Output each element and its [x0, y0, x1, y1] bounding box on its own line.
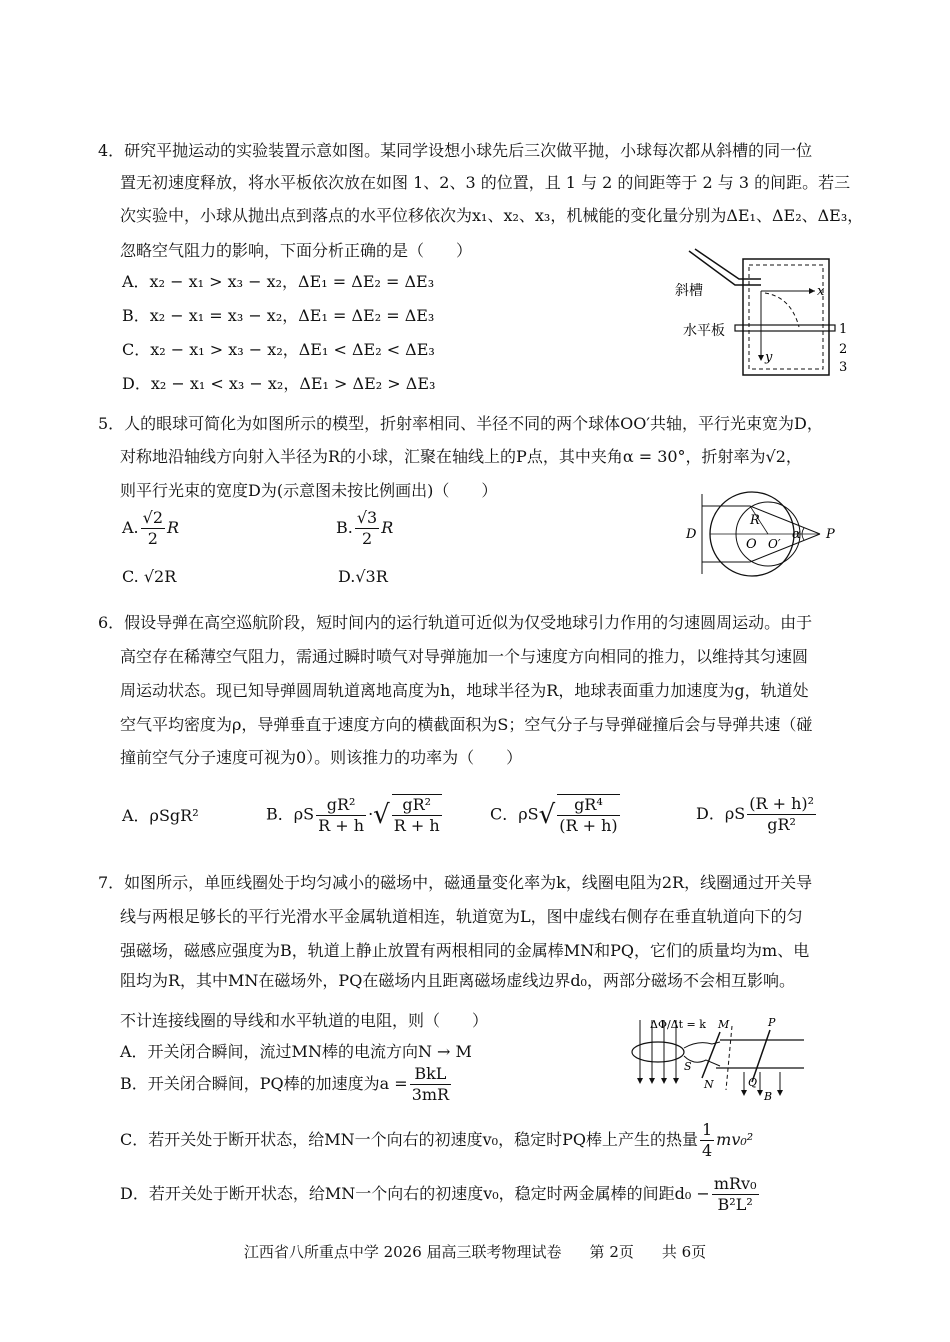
- q7-option-c: [120, 1120, 753, 1161]
- q5-line-3: 则平行光束的宽度D为(示意图未按比例画出)（ ）: [120, 481, 498, 500]
- q4-option-d: D．x₂ − x₁ < x₃ − x₂，ΔE₁ > ΔE₂ > ΔE₃: [122, 374, 436, 393]
- q6-line-4: 空气平均密度为ρ，导弹垂直于速度方向的横截面积为S；空气分子与导弹碰撞后会与导弹共速（碰: [120, 715, 813, 734]
- q5-fig-o2: O′: [768, 537, 781, 551]
- q4-line-2: 置无初速度释放，将水平板依次放在如图 1、2、3 的位置，且 1 与 2 的间距等于 2 与 3 的间距。若三: [120, 173, 851, 192]
- q4-fig-2: 2: [839, 342, 848, 357]
- page-footer: [0, 1241, 950, 1262]
- q7-fig-s: S: [684, 1060, 692, 1073]
- q4-fig-1: 1: [839, 322, 848, 337]
- q7-fig-q: Q: [748, 1076, 758, 1089]
- q4-fig-label-board: 水平板: [683, 323, 725, 339]
- footer-title: 江西省八所重点中学 2026 届高三联考物理试卷: [243, 1243, 562, 1261]
- q7-option-d-den: B²L²: [717, 1195, 753, 1214]
- q6-line-5: 撞前空气分子速度可视为0）。则该推力的功率为（ ）: [120, 748, 523, 767]
- q7-option-c-label: C．若开关处于断开状态，给MN一个向右的初速度v₀，稳定时PQ棒上产生的热量: [120, 1130, 698, 1149]
- q6-line-1: 6．假设导弹在高空巡航阶段，短时间内的运行轨道可近似为仅受地球引力作用的匀速圆周运动。由于: [98, 613, 813, 632]
- footer-total: 共 6页: [661, 1243, 707, 1261]
- q7-fig-b: B: [764, 1090, 773, 1103]
- q7-option-d: [120, 1174, 761, 1215]
- q7-option-d-label: D．若开关处于断开状态，给MN一个向右的初速度v₀，稳定时两金属棒的间距d₀ −: [120, 1184, 710, 1203]
- q4-fig-3: 3: [839, 360, 848, 375]
- q6-option-d: [696, 794, 818, 835]
- q5-option-a: [122, 508, 179, 549]
- footer-page: 第 2页: [589, 1243, 634, 1261]
- q7-option-c-num: 1: [701, 1120, 713, 1139]
- q5-option-b-den: 2: [361, 529, 373, 548]
- q4-line-3: 次实验中，小球从抛出点到落点的水平位移依次为x₁、x₂、x₃，机械能的变化量分别为ΔE₁、ΔE₂、ΔE₃，: [120, 206, 864, 225]
- q6-option-c: C．ρS√ $\frac{\text{gR⁴}}{(R + h)}$: [490, 795, 618, 835]
- q5-option-d: D.√3R: [338, 567, 388, 586]
- q4-line-1: 4．研究平抛运动的实验装置示意如图。某同学设想小球先后三次做平抛，小球每次都从斜槽的同一位: [98, 141, 813, 160]
- q4-fig-x: x: [817, 284, 825, 299]
- q7-option-c-tail: mv₀²: [716, 1130, 754, 1149]
- q7-option-b-num: BkL: [410, 1064, 451, 1085]
- q6-option-b-dot: ·: [368, 804, 374, 824]
- q7-fig-flux: ΔΦ/Δt = k: [650, 1018, 706, 1031]
- q4-option-c: C．x₂ − x₁ > x₃ − x₂，ΔE₁ < ΔE₂ < ΔE₃: [122, 340, 435, 359]
- q5-figure: [680, 490, 850, 580]
- q7-option-b-den: 3mR: [411, 1085, 450, 1104]
- q5-option-a-num: √2: [142, 508, 164, 527]
- q5-fig-o: O: [746, 537, 757, 552]
- q6-option-b-sqrt-den: R + h: [393, 816, 440, 835]
- q5-option-a-den: 2: [147, 529, 158, 548]
- q6-option-a: A．ρSgR²: [122, 806, 199, 825]
- q4-figure: [665, 245, 855, 385]
- q5-option-b: [336, 508, 393, 549]
- q5-option-c: C. √2R: [122, 567, 177, 586]
- q6-option-b-den: R + h: [318, 815, 365, 835]
- q7-fig-n: N: [704, 1078, 714, 1091]
- q5-option-b-r: R: [381, 518, 394, 537]
- q6-option-d-num: (R + h)²: [749, 794, 815, 813]
- q6-line-3: 周运动状态。现已知导弹圆周轨道离地高度为h，地球半径为R，地球表面重力加速度为g，轨道处: [120, 681, 809, 700]
- q4-fig-y: y: [765, 350, 773, 365]
- q4-fig-label-chute: 斜槽: [675, 283, 703, 299]
- q7-line-5: 不计连接线圈的导线和水平轨道的电阻，则（ ）: [120, 1011, 489, 1030]
- q5-option-b-label: B.: [336, 518, 353, 537]
- q7-fig-m: M: [718, 1018, 730, 1031]
- q4-option-b: B．x₂ − x₁ = x₃ − x₂，ΔE₁ = ΔE₂ = ΔE₃: [122, 306, 435, 325]
- q6-line-2: 高空存在稀薄空气阻力，需通过瞬时喷气对导弹施加一个与速度方向相同的推力，以维持其匀速圆: [120, 647, 809, 666]
- q7-fig-p: P: [768, 1016, 776, 1029]
- q5-fig-p: P: [826, 527, 835, 542]
- q7-line-3: 强磁场，磁感应强度为B，轨道上静止放置有两根相同的金属棒MN和PQ，它们的质量均为m、电: [120, 941, 810, 960]
- q6-option-b-num: gR²: [316, 795, 366, 816]
- q4-option-a: A．x₂ − x₁ > x₃ − x₂，ΔE₁ = ΔE₂ = ΔE₃: [122, 272, 435, 291]
- q5-fig-r: R: [750, 513, 760, 528]
- q6-option-c-sqrt-num: gR⁴: [557, 795, 619, 816]
- q7-line-1: 7．如图所示，单匝线圈处于均匀减小的磁场中，磁通量变化率为k，线圈电阻为2R，线圈通过开关导: [98, 873, 813, 892]
- q5-option-a-r: R: [167, 518, 180, 537]
- q7-option-b: [120, 1064, 453, 1105]
- q5-option-b-num: √3: [356, 508, 378, 527]
- q4-line-4: 忽略空气阻力的影响，下面分析正确的是（ ）: [120, 241, 473, 260]
- q6-option-b: B．ρS $\frac{\text{gR²}}{R + h}$ ·√ $\frac{\text{gR²}}{R + h}$: [266, 794, 440, 835]
- q7-option-d-num: mRv₀: [713, 1174, 757, 1193]
- q6-option-d-label: D．ρS: [696, 804, 746, 823]
- q5-option-a-label: A.: [122, 518, 139, 537]
- q7-figure: [620, 1010, 820, 1106]
- q6-option-d-den: gR²: [767, 815, 796, 834]
- q5-fig-d: D: [686, 527, 697, 542]
- q5-line-2: 对称地沿轴线方向射入半径为R的小球，汇聚在轴线上的P点，其中夹角α = 30°，折射率为√2，: [120, 447, 802, 466]
- q5-line-1: 5．人的眼球可简化为如图所示的模型，折射率相同、半径不同的两个球体OO′共轴，平行光束宽为D，: [98, 414, 823, 433]
- q7-option-b-label: B．开关闭合瞬间，PQ棒的加速度为a =: [120, 1074, 408, 1093]
- q7-line-2: 线与两根足够长的平行光滑水平金属轨道相连，轨道宽为L，图中虚线右侧存在垂直轨道向下的匀: [120, 907, 803, 926]
- q6-option-c-label: C．ρS: [490, 804, 539, 824]
- q6-option-c-sqrt-den: (R + h): [559, 816, 618, 835]
- q7-option-c-den: 4: [701, 1141, 713, 1160]
- q5-fig-alpha: α: [792, 527, 801, 542]
- q7-option-a: A．开关闭合瞬间，流过MN棒的电流方向N → M: [120, 1042, 472, 1061]
- q6-option-b-label: B．ρS: [266, 804, 315, 824]
- q7-line-4: 阻均为R，其中MN在磁场外，PQ在磁场内且距离磁场虚线边界d₀，两部分磁场不会相互影响。: [120, 971, 795, 990]
- q6-option-b-sqrt-num: gR²: [392, 795, 442, 816]
